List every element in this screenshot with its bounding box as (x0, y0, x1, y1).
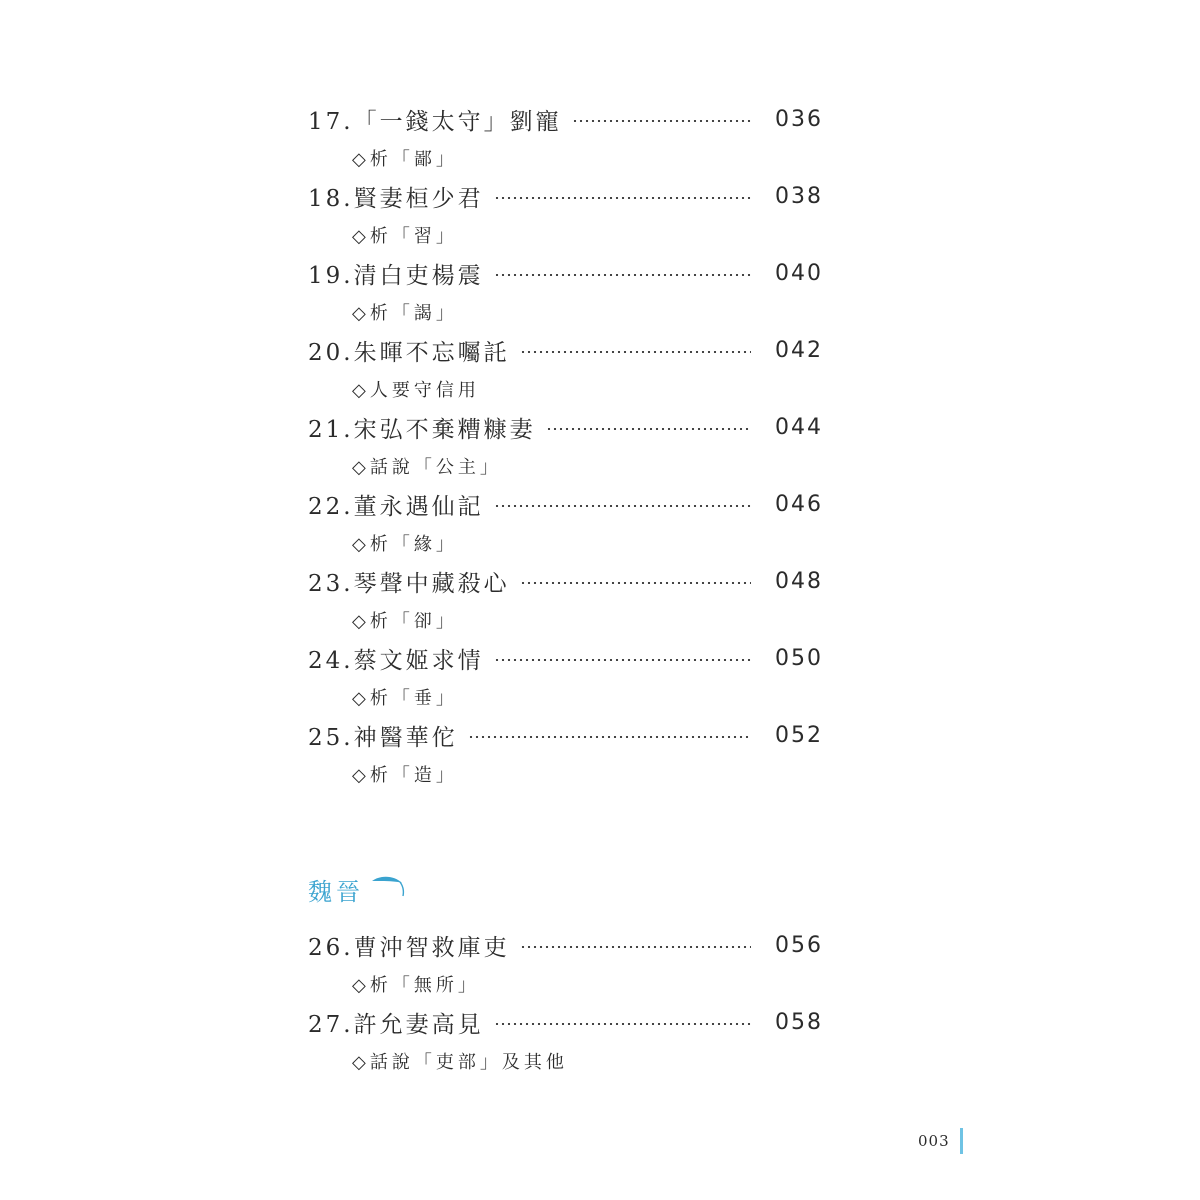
entry-page-number: 050 (775, 645, 823, 671)
toc-subentry: ◇析「謁」 (352, 302, 458, 324)
toc-list-part1 (308, 100, 823, 793)
entry-title: 21.宋弘不棄糟糠妻 (308, 416, 536, 443)
entry-page-number: 036 (775, 106, 823, 132)
toc-subentry: ◇析「習」 (352, 225, 458, 247)
toc-entry-25[interactable] (308, 716, 823, 754)
dot-leader (520, 582, 751, 584)
toc-item (308, 485, 823, 562)
toc-item (308, 639, 823, 716)
entry-title: 18.賢妻桓少君 (308, 185, 484, 212)
entry-page-number: 040 (775, 260, 823, 286)
entry-page-number: 038 (775, 183, 823, 209)
dot-leader (520, 351, 751, 353)
section-heading-text: 魏晉 (308, 878, 364, 906)
dot-leader (520, 946, 751, 948)
toc-subentry: ◇析「無所」 (352, 974, 480, 996)
toc-subentry: ◇人要守信用 (352, 379, 480, 401)
entry-title: 20.朱暉不忘囑託 (308, 339, 510, 366)
toc-item (308, 254, 823, 331)
entry-page-number: 056 (775, 932, 823, 958)
dot-leader (572, 120, 751, 122)
toc-item (308, 1003, 823, 1080)
entry-page-number: 058 (775, 1009, 823, 1035)
toc-entry-23[interactable] (308, 562, 823, 600)
dot-leader (494, 197, 751, 199)
entry-title: 23.琴聲中藏殺心 (308, 570, 510, 597)
toc-entry-21[interactable] (308, 408, 823, 446)
toc-entry-17[interactable] (308, 100, 823, 138)
toc-subentry: ◇話說「吏部」及其他 (352, 1051, 568, 1073)
toc-list-part2 (308, 926, 823, 1080)
entry-title: 19.清白吏楊震 (308, 262, 484, 289)
entry-page-number: 052 (775, 722, 823, 748)
section-heading (308, 872, 406, 907)
toc-entry-20[interactable] (308, 331, 823, 369)
toc-subentry: ◇話說「公主」 (352, 456, 502, 478)
dot-leader (468, 736, 751, 738)
toc-item (308, 177, 823, 254)
toc-item (308, 716, 823, 793)
entry-title: 22.董永遇仙記 (308, 493, 484, 520)
toc-item (308, 331, 823, 408)
entry-title: 26.曹沖智救庫吏 (308, 934, 510, 961)
dot-leader (494, 659, 751, 661)
toc-item (308, 100, 823, 177)
page-folio (918, 1128, 963, 1154)
entry-title: 24.蔡文姬求情 (308, 647, 484, 674)
folio-divider (960, 1128, 963, 1154)
dot-leader (494, 274, 751, 276)
entry-page-number: 044 (775, 414, 823, 440)
entry-page-number: 042 (775, 337, 823, 363)
entry-title: 27.許允妻高見 (308, 1011, 484, 1038)
entry-page-number: 048 (775, 568, 823, 594)
dot-leader (494, 1023, 751, 1025)
toc-entry-26[interactable] (308, 926, 823, 964)
toc-entry-27[interactable] (308, 1003, 823, 1041)
dot-leader (546, 428, 751, 430)
toc-subentry: ◇析「垂」 (352, 687, 458, 709)
toc-entry-19[interactable] (308, 254, 823, 292)
toc-subentry: ◇析「緣」 (352, 533, 458, 555)
toc-subentry: ◇析「鄙」 (352, 148, 458, 170)
toc-item (308, 562, 823, 639)
toc-subentry: ◇析「造」 (352, 764, 458, 786)
entry-page-number: 046 (775, 491, 823, 517)
page-number: 003 (918, 1132, 950, 1150)
entry-title: 17.「一錢太守」劉寵 (308, 108, 562, 135)
toc-entry-22[interactable] (308, 485, 823, 523)
entry-title: 25.神醫華佗 (308, 724, 458, 751)
dot-leader (494, 505, 751, 507)
toc-subentry: ◇析「卻」 (352, 610, 458, 632)
leaf-icon (370, 875, 406, 901)
toc-entry-18[interactable] (308, 177, 823, 215)
toc-item (308, 926, 823, 1003)
toc-item (308, 408, 823, 485)
toc-entry-24[interactable] (308, 639, 823, 677)
